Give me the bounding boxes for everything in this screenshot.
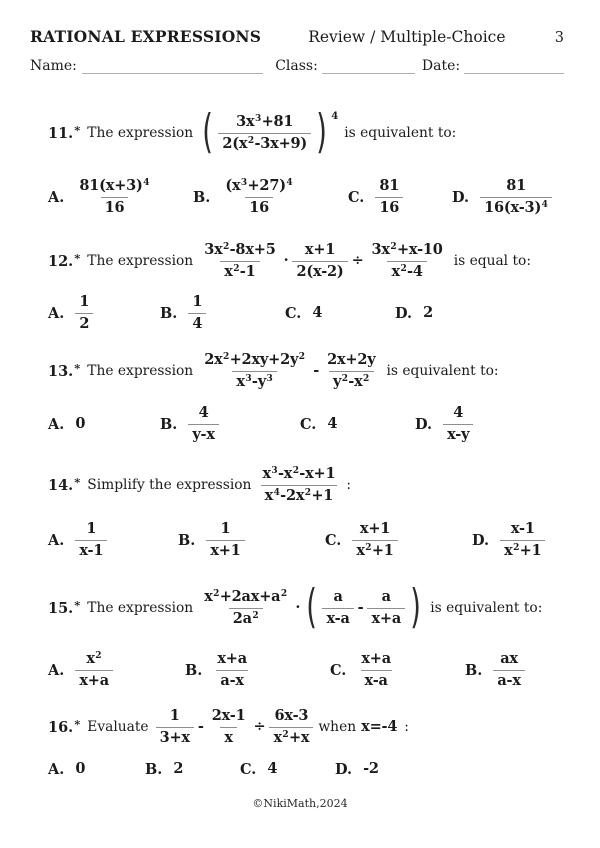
superscript: 4 <box>286 178 293 189</box>
superscript: 2 <box>513 543 520 553</box>
choice-C <box>300 400 339 448</box>
fraction <box>357 651 395 689</box>
choice-C <box>348 170 405 224</box>
denominator: $y^2-x^2$ <box>329 371 374 391</box>
denominator: $x^3-y^3$ <box>232 371 277 391</box>
denominator: $2(x^2-3x+9)$ <box>218 133 311 153</box>
question-14-stem <box>48 456 351 514</box>
superscript: 2 <box>247 136 254 146</box>
choice-label: C. <box>285 304 302 322</box>
numerator: $x^3-x^2-x+1$ <box>262 464 336 482</box>
denominator: $x^2-1$ <box>220 261 259 281</box>
choice-value <box>441 405 475 443</box>
superscript: 3 <box>245 374 252 384</box>
numerator: x+a <box>217 649 247 667</box>
paren-content <box>320 589 407 627</box>
choice-A <box>48 292 95 334</box>
choice-label: B. <box>193 188 211 206</box>
numerator: ax <box>500 649 518 667</box>
denominator: 16 <box>375 197 403 217</box>
superscript: 2 <box>223 242 230 253</box>
numerator: 81 <box>379 176 400 194</box>
superscript: 2 <box>233 264 240 274</box>
superscript: 2 <box>282 730 289 740</box>
fraction <box>208 708 250 746</box>
question-number: 16. <box>48 718 74 736</box>
fraction <box>200 242 279 280</box>
superscript: 2 <box>365 543 372 553</box>
numerator: a <box>333 587 343 605</box>
question-15-stem <box>48 576 542 640</box>
choice-value <box>204 521 246 559</box>
question-expression <box>198 580 425 635</box>
question-13-choices <box>0 400 600 448</box>
choice-label: B. <box>160 304 178 322</box>
paren-group: ( $\frac{3x^3+81}{2(x^2-3x+9)}$ ) 4 <box>202 105 339 160</box>
question-prompt: Evaluate <box>87 719 149 735</box>
question-expression <box>198 105 339 160</box>
question-15-choices <box>0 642 600 698</box>
superscript: 2 <box>292 466 299 477</box>
superscript: 3 <box>240 178 247 189</box>
choice-label: A. <box>48 661 65 679</box>
denominator: 2 <box>75 313 93 333</box>
denominator: 3+x <box>156 727 194 747</box>
paren-content <box>216 114 313 152</box>
numerator: x+a <box>361 649 391 667</box>
choice-A <box>48 170 156 224</box>
superscript: 2 <box>390 242 397 253</box>
denominator: x-a <box>322 608 353 628</box>
footer-copyright: ©NikiMath,2024 <box>252 797 348 810</box>
question-14-choices <box>0 512 600 568</box>
date-label: Date: <box>421 58 461 74</box>
numerator: x+1 <box>359 519 391 537</box>
superscript: 4 <box>273 488 280 498</box>
numerator: 2x-1 <box>211 706 246 724</box>
numerator: 1 <box>220 519 231 537</box>
fraction <box>375 178 403 216</box>
choice-value <box>186 405 221 443</box>
choice-label: D. <box>472 531 490 549</box>
choice-value <box>478 178 554 216</box>
superscript: 3 <box>255 114 262 125</box>
choice-value <box>491 651 526 689</box>
question-16-choices <box>0 752 600 786</box>
choice-label: C. <box>325 531 342 549</box>
numerator: 81 <box>506 176 527 194</box>
page-number: 3 <box>554 30 564 46</box>
question-star: * <box>74 123 81 137</box>
denominator: $16(x-3)^4$ <box>480 197 552 217</box>
question-expression <box>256 466 341 504</box>
denominator: 16 <box>245 197 273 217</box>
denominator: a-x <box>216 670 247 690</box>
question-number: 15. <box>48 599 74 617</box>
math-text: · <box>295 598 301 616</box>
choice-label: B. <box>465 661 483 679</box>
denominator: $x^4-2x^2+1$ <box>261 485 338 505</box>
fraction <box>258 466 339 504</box>
denominator: $x^2-4$ <box>387 261 426 281</box>
choice-label: C. <box>300 415 317 433</box>
fraction <box>75 178 153 216</box>
choice-value <box>498 521 547 559</box>
choice-value <box>73 761 87 778</box>
superscript: 2 <box>213 589 220 600</box>
choice-label: A. <box>48 531 65 549</box>
name-blank-line <box>82 60 263 74</box>
choice-value <box>325 416 339 433</box>
numerator: 2x+2y <box>327 350 376 368</box>
choice-C <box>285 292 324 334</box>
denominator: x <box>220 727 236 747</box>
fraction <box>443 405 473 443</box>
numerator: $(x^3+27)^4$ <box>225 176 293 194</box>
math-text: 4 <box>312 303 323 321</box>
choice-label: D. <box>335 760 353 778</box>
choice-D <box>415 400 475 448</box>
choice-label: A. <box>48 188 65 206</box>
question-star: * <box>74 598 81 612</box>
denominator: x+1 <box>206 540 244 560</box>
choice-label: B. <box>160 415 178 433</box>
choice-value <box>73 178 155 216</box>
numerator: $3x^3+81$ <box>236 112 294 130</box>
question-prompt: The expression <box>87 125 194 141</box>
choice-label: D. <box>452 188 470 206</box>
choice-value <box>361 761 381 778</box>
numerator: 1 <box>86 519 97 537</box>
choice-value <box>219 178 299 216</box>
choice-value <box>73 521 109 559</box>
choice-label: D. <box>395 304 413 322</box>
fraction <box>200 352 309 390</box>
numerator: 1 <box>79 292 90 310</box>
denominator: 4 <box>188 313 206 333</box>
fraction <box>322 589 353 627</box>
fraction <box>206 521 244 559</box>
choice-value <box>355 651 397 689</box>
question-16-stem <box>48 698 409 756</box>
choice-B <box>160 292 208 334</box>
math-text: 4 <box>327 414 338 432</box>
fraction <box>352 521 397 559</box>
question-tail: : <box>404 719 409 735</box>
paren-group: ( $\frac{a}{x-a}$ - $\frac{a}{x+a}$ ) <box>306 580 421 635</box>
denominator: y-x <box>188 424 219 444</box>
fraction <box>156 708 194 746</box>
question-tail: is equal to: <box>453 253 531 269</box>
denominator: x-1 <box>75 540 107 560</box>
class-blank-line <box>322 60 415 74</box>
denominator: $x^2+1$ <box>500 540 545 560</box>
choice-C <box>240 752 279 786</box>
question-tail: is equivalent to: <box>344 125 457 141</box>
choice-label: A. <box>48 304 65 322</box>
superscript: 2 <box>95 651 102 662</box>
question-number: 14. <box>48 476 74 494</box>
math-text: · <box>283 251 289 269</box>
denominator: 16 <box>101 197 129 217</box>
math-text: 4 <box>267 759 278 777</box>
choice-label: D. <box>415 415 433 433</box>
choice-B <box>465 642 527 698</box>
choice-value <box>211 651 253 689</box>
superscript: 2 <box>280 589 287 600</box>
choice-label: A. <box>48 760 65 778</box>
question-tail: is equivalent to: <box>430 600 543 616</box>
fraction <box>200 589 291 627</box>
numerator: $81(x+3)^4$ <box>79 176 150 194</box>
question-tail: : <box>346 477 352 493</box>
superscript: 2 <box>223 352 230 363</box>
math-text: - <box>357 598 364 616</box>
paren-exponent: 4 <box>331 110 339 122</box>
question-11-choices <box>0 170 600 224</box>
choice-value <box>350 521 399 559</box>
numerator: x+1 <box>304 240 336 258</box>
numerator: $3x^2+x-10$ <box>371 240 443 258</box>
choice-B <box>178 512 247 568</box>
question-prompt: The expression <box>87 363 194 379</box>
info-fields-row <box>30 58 564 74</box>
choice-C <box>330 642 397 698</box>
question-star: * <box>74 251 81 265</box>
superscript: 3 <box>271 466 278 477</box>
fraction <box>292 242 347 280</box>
math-text: - <box>197 717 204 735</box>
plain-text: when <box>318 719 357 735</box>
question-star: * <box>74 475 81 489</box>
numerator: a <box>381 587 391 605</box>
math-text: 0 <box>75 414 86 432</box>
question-star: * <box>74 717 81 731</box>
superscript: 2 <box>363 374 370 384</box>
choice-A <box>48 400 87 448</box>
choice-A <box>48 512 109 568</box>
math-text: 2 <box>423 303 433 321</box>
numerator: 4 <box>453 403 464 421</box>
page-subtitle: Review / Multiple-Choice <box>308 28 506 46</box>
math-text: 2 <box>173 759 184 777</box>
question-star: * <box>74 361 81 375</box>
question-expression <box>198 242 448 280</box>
numerator: $3x^2-8x+5$ <box>204 240 276 258</box>
name-label: Name: <box>30 58 77 74</box>
choice-D <box>472 512 547 568</box>
superscript: 2 <box>298 352 305 363</box>
fraction <box>480 178 552 216</box>
fraction <box>213 651 251 689</box>
choice-D <box>395 292 435 334</box>
choice-label: B. <box>178 531 196 549</box>
fraction <box>367 589 405 627</box>
superscript: 4 <box>541 200 548 210</box>
fraction <box>269 708 313 746</box>
choice-value <box>265 761 279 778</box>
superscript: 2 <box>252 611 259 621</box>
denominator: a-x <box>493 670 524 690</box>
class-label: Class: <box>275 58 318 74</box>
math-text: ÷ <box>351 251 364 269</box>
fraction <box>188 405 219 443</box>
denominator: x-a <box>361 670 392 690</box>
question-prompt: The expression <box>87 253 194 269</box>
fraction <box>75 521 107 559</box>
choice-label: A. <box>48 415 65 433</box>
fraction <box>75 651 113 689</box>
numerator: 4 <box>198 403 209 421</box>
superscript: 2 <box>304 488 311 498</box>
fraction <box>188 294 206 332</box>
question-expression <box>198 352 381 390</box>
superscript: 3 <box>266 374 273 384</box>
question-number: 11. <box>48 124 74 142</box>
denominator: x-y <box>443 424 473 444</box>
numerator: x-1 <box>510 519 535 537</box>
question-12-choices <box>0 292 600 334</box>
choice-label: B. <box>145 760 163 778</box>
choice-D <box>335 752 381 786</box>
superscript: 2 <box>400 264 407 274</box>
fraction <box>218 114 311 152</box>
numerator: 6x-3 <box>274 706 309 724</box>
choice-label: B. <box>185 661 203 679</box>
fraction <box>221 178 297 216</box>
choice-label: C. <box>330 661 347 679</box>
denominator: $2a^2$ <box>229 608 263 628</box>
math-text: - <box>313 361 320 379</box>
question-number: 12. <box>48 252 74 270</box>
denominator: 2(x-2) <box>292 261 347 281</box>
numerator: $x^2$ <box>86 649 102 667</box>
denominator: $x^2+1$ <box>352 540 397 560</box>
choice-A <box>48 752 87 786</box>
question-number: 13. <box>48 362 74 380</box>
choice-B <box>145 752 185 786</box>
question-expression <box>154 708 400 746</box>
numerator: $2x^2+2xy+2y^2$ <box>204 350 305 368</box>
choice-value <box>310 305 324 322</box>
denominator: $x^2+x$ <box>269 727 313 747</box>
choice-label: C. <box>240 760 257 778</box>
question-13-stem <box>48 342 499 400</box>
choice-B <box>185 642 253 698</box>
choice-value <box>186 294 208 332</box>
fraction <box>75 294 93 332</box>
choice-label: C. <box>348 188 365 206</box>
choice-value <box>73 651 115 689</box>
numerator: $x^2+2ax+a^2$ <box>204 587 287 605</box>
superscript: 2 <box>341 374 348 384</box>
header <box>30 27 564 46</box>
question-prompt: Simplify the expression <box>87 477 252 493</box>
question-prompt: The expression <box>87 600 194 616</box>
date-blank-line <box>464 60 564 74</box>
choice-B <box>193 170 299 224</box>
numerator: 1 <box>192 292 203 310</box>
page-title: RATIONAL EXPRESSIONS <box>30 27 262 46</box>
choice-C <box>325 512 400 568</box>
choice-value <box>373 178 405 216</box>
math-text: 0 <box>75 759 86 777</box>
superscript: 4 <box>143 178 150 189</box>
question-tail: is equivalent to: <box>386 363 499 379</box>
choice-value <box>421 305 435 322</box>
fraction <box>323 352 379 390</box>
denominator: x+a <box>367 608 405 628</box>
choice-D <box>452 170 554 224</box>
choice-value <box>73 294 95 332</box>
choice-value <box>171 761 185 778</box>
fraction <box>493 651 524 689</box>
math-text: x=-4 <box>361 717 398 735</box>
math-text: ÷ <box>253 717 266 735</box>
math-text: -2 <box>363 759 379 777</box>
question-12-stem <box>48 232 531 290</box>
choice-value <box>73 416 87 433</box>
choice-B <box>160 400 221 448</box>
fraction <box>368 242 447 280</box>
fraction <box>500 521 545 559</box>
numerator: 1 <box>169 706 180 724</box>
choice-A <box>48 642 115 698</box>
denominator: x+a <box>75 670 113 690</box>
question-11-stem <box>48 96 456 170</box>
